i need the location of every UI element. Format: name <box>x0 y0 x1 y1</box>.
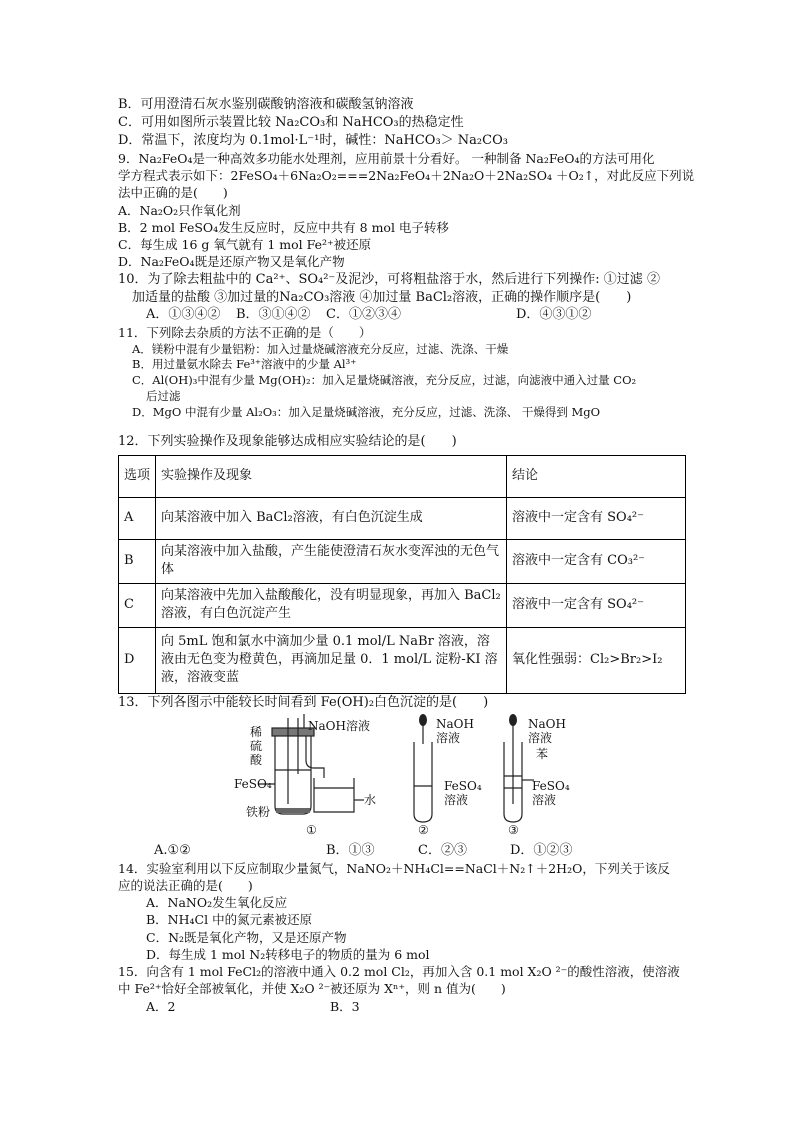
q11-stem: 11．下列除去杂质的方法不正确的是（ ） <box>118 325 372 341</box>
q13-stem: 13．下列各图示中能较长时间看到 Fe(OH)₂白色沉淀的是( ) <box>118 694 489 710</box>
fig1-connector <box>306 736 324 778</box>
q13-option-d: D．①②③ <box>510 842 573 858</box>
fig1-label-acid3: 酸 <box>250 752 263 767</box>
q15-option-b: B．3 <box>330 998 360 1014</box>
fig3-label-feso4: FeSO₄ <box>532 778 570 793</box>
q14-option-a: A．NaNO₂发生氧化反应 <box>146 895 288 911</box>
q13-option-b: B．①③ <box>326 842 375 858</box>
q10-stem-line2: 加适量的盐酸 ③加过量的Na₂CO₃溶液 ④加过量 BaCl₂溶液，正确的操作顺序是( ) <box>132 289 632 305</box>
fig1-label-acid2: 硫 <box>250 738 263 753</box>
q12-stem: 12．下列实验操作及现象能够达成相应实验结论的是( ) <box>118 433 457 449</box>
row-conclusion: 溶液中一定含有 CO₃²⁻ <box>507 539 686 583</box>
q14-option-b: B．NH₄Cl 中的氮元素被还原 <box>146 912 313 928</box>
q10-option-d: D．④③①② <box>516 307 592 323</box>
fig3-label-naoh1: NaOH <box>528 716 566 731</box>
q10-option-b: B．③①④② <box>236 307 311 323</box>
q10-options <box>118 306 686 324</box>
row-operation: 向某溶液中加入盐酸，产生能使澄清石灰水变浑浊的无色气体 <box>156 539 507 583</box>
table-header-row <box>119 455 686 497</box>
q11-option-a: A．镁粉中混有少量铝粉：加入过量烧碱溶液充分反应，过滤、洗涤、干燥 <box>132 341 509 356</box>
row-option: A <box>119 497 156 539</box>
fig2-number: ② <box>418 822 429 837</box>
q8-option-b: B．可用澄清石灰水鉴别碳酸钠溶液和碳酸氢钠溶液 <box>118 97 414 112</box>
row-option: D <box>119 627 156 693</box>
fig1-iron-powder <box>276 808 310 813</box>
q11-option-c-line1: C．Al(OH)₃中混有少量 Mg(OH)₂：加入足量烧碱溶液，充分反应，过滤，向滤液中通入过量 CO₂ <box>132 373 637 388</box>
q9-option-a: A．Na₂O₂只作氧化剂 <box>118 202 241 218</box>
q15-stem-line2: 中 Fe²⁺恰好全部被氧化，并使 X₂O ²⁻被还原为 Xⁿ⁺，则 n 值为( ) <box>118 981 506 997</box>
row-conclusion: 溶液中一定含有 SO₄²⁻ <box>507 583 686 627</box>
apparatus-diagram <box>118 714 686 842</box>
q12-table <box>118 455 686 694</box>
q9-stem-line1: 9．Na₂FeO₄是一种高效多功能水处理剂，应用前景十分看好。 一种制备 Na₂FeO₄的方法可用化 <box>118 150 655 166</box>
fig2-tube <box>414 742 432 822</box>
q14-option-d: D．每生成 1 mol N₂转移电子的物质的量为 6 mol <box>146 946 430 962</box>
q14-stem-line1: 14．实验室利用以下反应制取少量氮气，NaNO₂＋NH₄Cl==NaCl＋N₂↑＋2H₂O，下列关于该反 <box>118 860 670 876</box>
row-conclusion: 氧化性强弱：Cl₂>Br₂>I₂ <box>507 627 686 693</box>
fig3-label-benzene: 苯 <box>536 746 549 761</box>
q10-option-a: A．①③④② <box>146 307 221 323</box>
table-row <box>119 627 686 693</box>
q13-figures <box>118 714 686 842</box>
fig2-label-sol: 溶液 <box>444 792 469 807</box>
fig3-label-sol: 溶液 <box>532 792 557 807</box>
q10-option-c: C．①②③④ <box>326 307 401 323</box>
q9-stem-line3: 法中正确的是( ) <box>118 185 228 201</box>
fig1-label-water: 水 <box>364 792 377 807</box>
q9-stem-line2: 学方程式表示如下：2FeSO₄＋6Na₂O₂===2Na₂FeO₄＋2Na₂O＋2Na₂SO₄ ＋O₂↑，对此反应下列说 <box>118 168 695 184</box>
fig1-beaker <box>314 778 354 812</box>
header-option: 选项 <box>119 455 156 497</box>
q11-option-c-line2: 后过滤 <box>146 389 181 404</box>
q13-options <box>118 842 686 860</box>
q15-options <box>118 998 686 1015</box>
q9-option-c: C．每生成 16 g 氧气就有 1 mol Fe²⁺被还原 <box>118 237 372 253</box>
header-conclusion: 结论 <box>507 455 686 497</box>
fig2-label-naoh1: NaOH <box>436 716 474 731</box>
row-option: C <box>119 583 156 627</box>
table-row <box>119 539 686 583</box>
row-option: B <box>119 539 156 583</box>
q15-option-a: A．2 <box>146 998 176 1014</box>
q9-option-b: B．2 mol FeSO₄发生反应时，反应中共有 8 mol 电子转移 <box>118 219 449 235</box>
header-operation: 实验操作及现象 <box>156 455 507 497</box>
table-row <box>119 497 686 539</box>
fig1-label-iron: 铁粉 <box>246 804 271 819</box>
fig1-label-naoh: NaOH溶液 <box>308 718 370 733</box>
exam-page <box>118 96 695 1015</box>
row-conclusion: 溶液中一定含有 SO₄²⁻ <box>507 497 686 539</box>
q8-option-c: C．可用如图所示装置比较 Na₂CO₃和 NaHCO₃的热稳定性 <box>118 114 464 130</box>
q14-stem-line2: 应的说法正确的是( ) <box>118 877 253 893</box>
fig2-bulb <box>419 714 427 726</box>
fig3-number: ③ <box>508 822 519 837</box>
q8-option-d: D．常温下，浓度均为 0.1mol·L⁻¹时，碱性：NaHCO₃＞ Na₂CO₃ <box>118 132 508 148</box>
fig1-number: ① <box>306 822 317 837</box>
table-row <box>119 583 686 627</box>
fig3-label-naoh2: 溶液 <box>528 730 553 745</box>
row-operation: 向某溶液中先加入盐酸酸化，没有明显现象，再加入 BaCl₂溶液，有白色沉淀产生 <box>156 583 507 627</box>
q13-option-a: A.①② <box>154 842 191 858</box>
q9-option-d: D．Na₂FeO₄既是还原产物又是氧化产物 <box>118 254 345 270</box>
row-operation: 向某溶液中加入 BaCl₂溶液，有白色沉淀生成 <box>156 497 507 539</box>
q15-stem-line1: 15．向含有 1 mol FeCl₂的溶液中通入 0.2 mol Cl₂，再加入含 0.1 mol X₂O ²⁻的酸性溶液，使溶液 <box>118 964 680 980</box>
row-operation: 向 5mL 饱和氯水中滴加少量 0.1 mol/L NaBr 溶液，溶液由无色变为橙黄色，再滴加足量 0．1 mol/L 淀粉-KI 溶液，溶液变蓝 <box>156 627 507 693</box>
fig1-label-feso4: FeSO₄ <box>234 776 272 791</box>
q10-stem-line1: 10．为了除去粗盐中的 Ca²⁺、SO₄²⁻及泥沙，可将粗盐溶于水，然后进行下列操作: ①过滤 ② <box>118 271 660 287</box>
fig1-label-acid1: 稀 <box>250 724 263 739</box>
q11-option-b: B．用过量氨水除去 Fe³⁺溶液中的少量 Al³⁺ <box>132 357 357 372</box>
fig3-bulb <box>509 714 517 726</box>
fig2-label-feso4: FeSO₄ <box>444 778 482 793</box>
q13-option-c: C．②③ <box>418 842 467 858</box>
fig2-label-naoh2: 溶液 <box>436 730 461 745</box>
q11-option-d: D．MgO 中混有少量 Al₂O₃：加入足量烧碱溶液，充分反应，过滤、洗涤、 干燥得到 MgO <box>132 405 601 420</box>
q14-option-c: C．N₂既是氧化产物，又是还原产物 <box>146 929 347 945</box>
